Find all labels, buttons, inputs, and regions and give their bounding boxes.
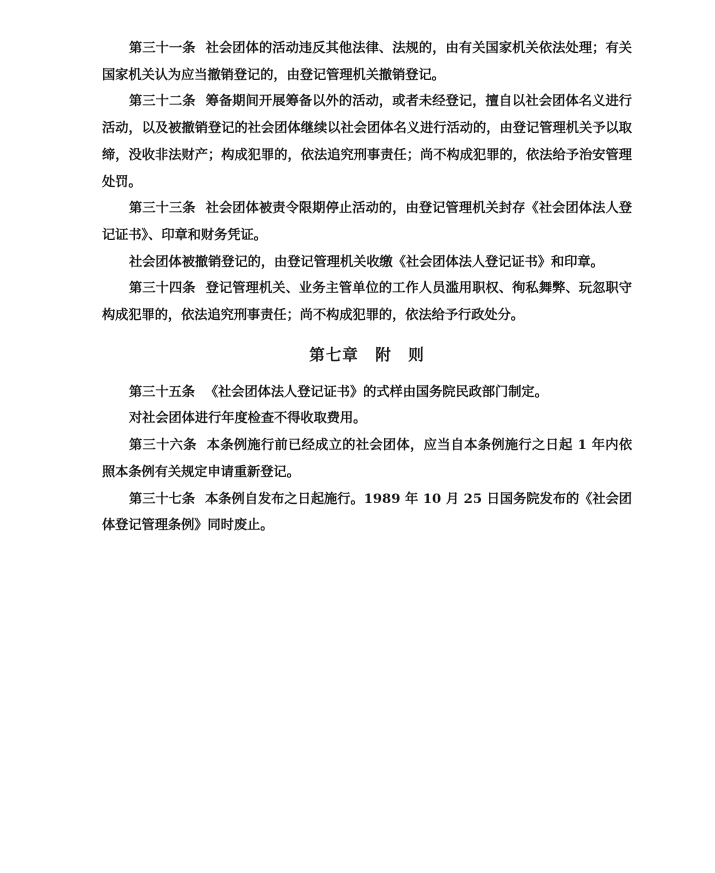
article-33	[102, 196, 632, 249]
article-number: 第三十三条	[129, 201, 196, 217]
article-number: 第三十七条	[129, 491, 196, 507]
article-number: 第三十二条	[129, 94, 196, 110]
article-text: 筹备期间开展筹备以外的活动，或者未经登记，擅自以社会团体名义进行活动，以及被撤销登记的社会团体继续以社会团体名义进行活动的，由登记管理机关予以取缔，没收非法财产；构成犯罪的，依法追究刑事责任；尚不构成犯罪的，依法给予治安管理处罚。	[102, 94, 632, 190]
article-32	[102, 89, 632, 196]
document-body	[102, 36, 632, 540]
article-35-clause-2	[102, 406, 632, 433]
article-36	[102, 433, 632, 486]
article-number: 第三十五条	[129, 384, 195, 400]
article-33-clause-2	[102, 250, 632, 277]
article-text: 登记管理机关、业务主管单位的工作人员滥用职权、徇私舞弊、玩忽职守构成犯罪的，依法追究刑事责任；尚不构成犯罪的，依法给予行政处分。	[102, 281, 632, 324]
article-text: 对社会团体进行年度检查不得收取费用。	[129, 411, 367, 427]
article-text: 本条例施行前已经成立的社会团体，应当自本条例施行之日起 1 年内依照本条例有关规定申请重新登记。	[102, 438, 633, 480]
article-text: 社会团体的活动违反其他法律、法规的，由有关国家机关依法处理；有关国家机关认为应当撤销登记的，由登记管理机关撤销登记。	[102, 41, 632, 83]
article-31	[102, 36, 632, 89]
article-text: 社会团体被责令限期停止活动的，由登记管理机关封存《社会团体法人登记证书》、印章和财务凭证。	[102, 201, 632, 243]
article-37	[102, 487, 632, 540]
article-34	[102, 276, 632, 329]
article-number: 第三十一条	[129, 41, 196, 56]
article-text: 《社会团体法人登记证书》的式样由国务院民政部门制定。	[204, 384, 548, 400]
article-text: 社会团体被撤销登记的，由登记管理机关收缴《社会团体法人登记证书》和印章。	[129, 254, 604, 270]
article-number: 第三十六条	[129, 438, 197, 454]
article-text: 本条例自发布之日起施行。1989 年 10 月 25 日国务院发布的《社会团体登记管理条例》同时废止。	[102, 491, 632, 534]
article-number: 第三十四条	[129, 281, 196, 297]
article-35	[102, 380, 632, 407]
chapter-title: 第七章 附 则	[309, 344, 425, 364]
